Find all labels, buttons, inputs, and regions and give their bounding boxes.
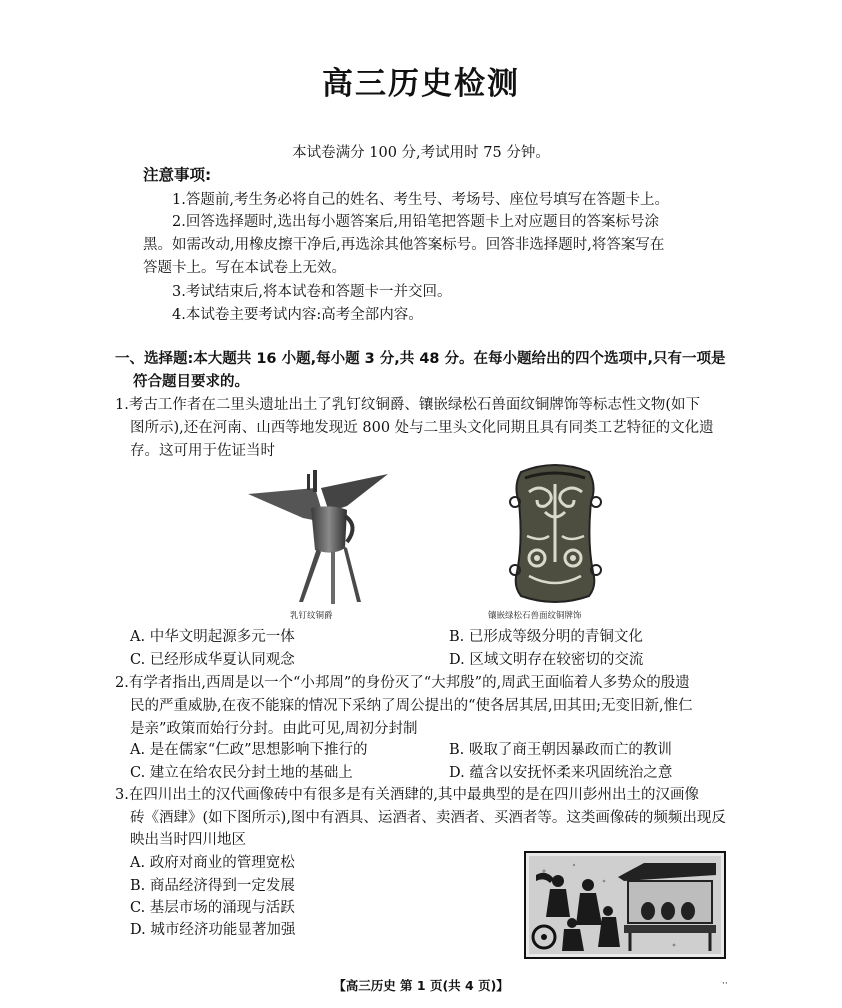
section-heading: 一、选择题:本大题共 16 小题,每小题 3 分,共 48 分。在每小题给出的四个选项中,只有一项是	[115, 351, 726, 367]
option-c: C. 已经形成华夏认同观念	[130, 652, 295, 668]
footer-code: ··	[722, 979, 728, 989]
option-c: C. 建立在给农民分封土地的基础上	[130, 765, 353, 781]
option-a: A. 政府对商业的管理宽松	[130, 855, 295, 871]
option-b: B. 已形成等级分明的青铜文化	[449, 629, 643, 645]
question-text: 映出当时四川地区	[130, 832, 246, 848]
notice-line: 2.回答选择题时,选出每小题答案后,用铅笔把答题卡上对应题目的答案标号涂	[172, 214, 660, 230]
section-heading: 符合题目要求的。	[133, 374, 249, 390]
notice-heading: 注意事项:	[143, 166, 212, 184]
option-d: D. 城市经济功能显著加强	[130, 922, 296, 938]
option-a: A. 中华文明起源多元一体	[130, 629, 295, 645]
option-b: B. 吸取了商王朝因暴政而亡的教训	[449, 742, 672, 758]
question-text: 1.考古工作者在二里头遗址出土了乳钉纹铜爵、镶嵌绿松石兽面纹铜牌饰等标志性文物(如下	[115, 397, 700, 413]
exam-info: 本试卷满分 100 分,考试用时 75 分钟。	[292, 145, 550, 161]
option-a: A. 是在儒家“仁政”思想影响下推行的	[130, 742, 368, 758]
question-text: 是亲”政策而始行分封。由此可见,周初分封制	[130, 721, 418, 737]
question-text: 图所示),还在河南、山西等地发现近 800 处与二里头文化同期且具有同类工艺特征的文化遗	[130, 420, 714, 436]
question-text: 3.在四川出土的汉代画像砖中有很多是有关酒肆的,其中最典型的是在四川彭州出土的汉画像	[115, 787, 699, 803]
question-text: 存。这可用于佐证当时	[130, 443, 275, 459]
option-d: D. 蕴含以安抚怀柔来巩固统治之意	[449, 765, 673, 781]
page-title: 高三历史检测	[322, 66, 520, 102]
image-caption: 镶嵌绿松石兽面纹铜牌饰	[488, 611, 582, 621]
notice-line: 1.答题前,考生务必将自己的姓名、考生号、考场号、座位号填写在答题卡上。	[172, 192, 669, 208]
image-caption: 乳钉纹铜爵	[290, 611, 333, 621]
notice-line: 答题卡上。写在本试卷上无效。	[143, 260, 346, 276]
page-footer: 【高三历史 第 1 页(共 4 页)】	[333, 978, 509, 993]
notice-line: 黑。如需改动,用橡皮擦干净后,再选涂其他答案标号。回答非选择题时,将答案写在	[143, 237, 665, 253]
question-text: 砖《酒肆》(如下图所示),图中有酒具、运酒者、卖酒者、买酒者等。这类画像砖的频频出现反	[130, 810, 726, 826]
question-text: 2.有学者指出,西周是以一个“小邦周”的身份灭了“大邦殷”的,周武王面临着人多势众的殷遗	[115, 675, 690, 691]
tavern-brick-image	[524, 851, 726, 959]
bronze-jue-image	[243, 468, 393, 606]
option-c: C. 基层市场的涌现与活跃	[130, 900, 295, 916]
option-b: B. 商品经济得到一定发展	[130, 878, 295, 894]
notice-line: 3.考试结束后,将本试卷和答题卡一并交回。	[172, 284, 452, 300]
question-text: 民的严重威胁,在夜不能寐的情况下采纳了周公提出的“使各居其居,田其田;无变旧新,惟仁	[130, 698, 693, 714]
turquoise-plaque-image	[507, 462, 604, 605]
notice-line: 4.本试卷主要考试内容:高考全部内容。	[172, 307, 423, 323]
option-d: D. 区域文明存在较密切的交流	[449, 652, 644, 668]
